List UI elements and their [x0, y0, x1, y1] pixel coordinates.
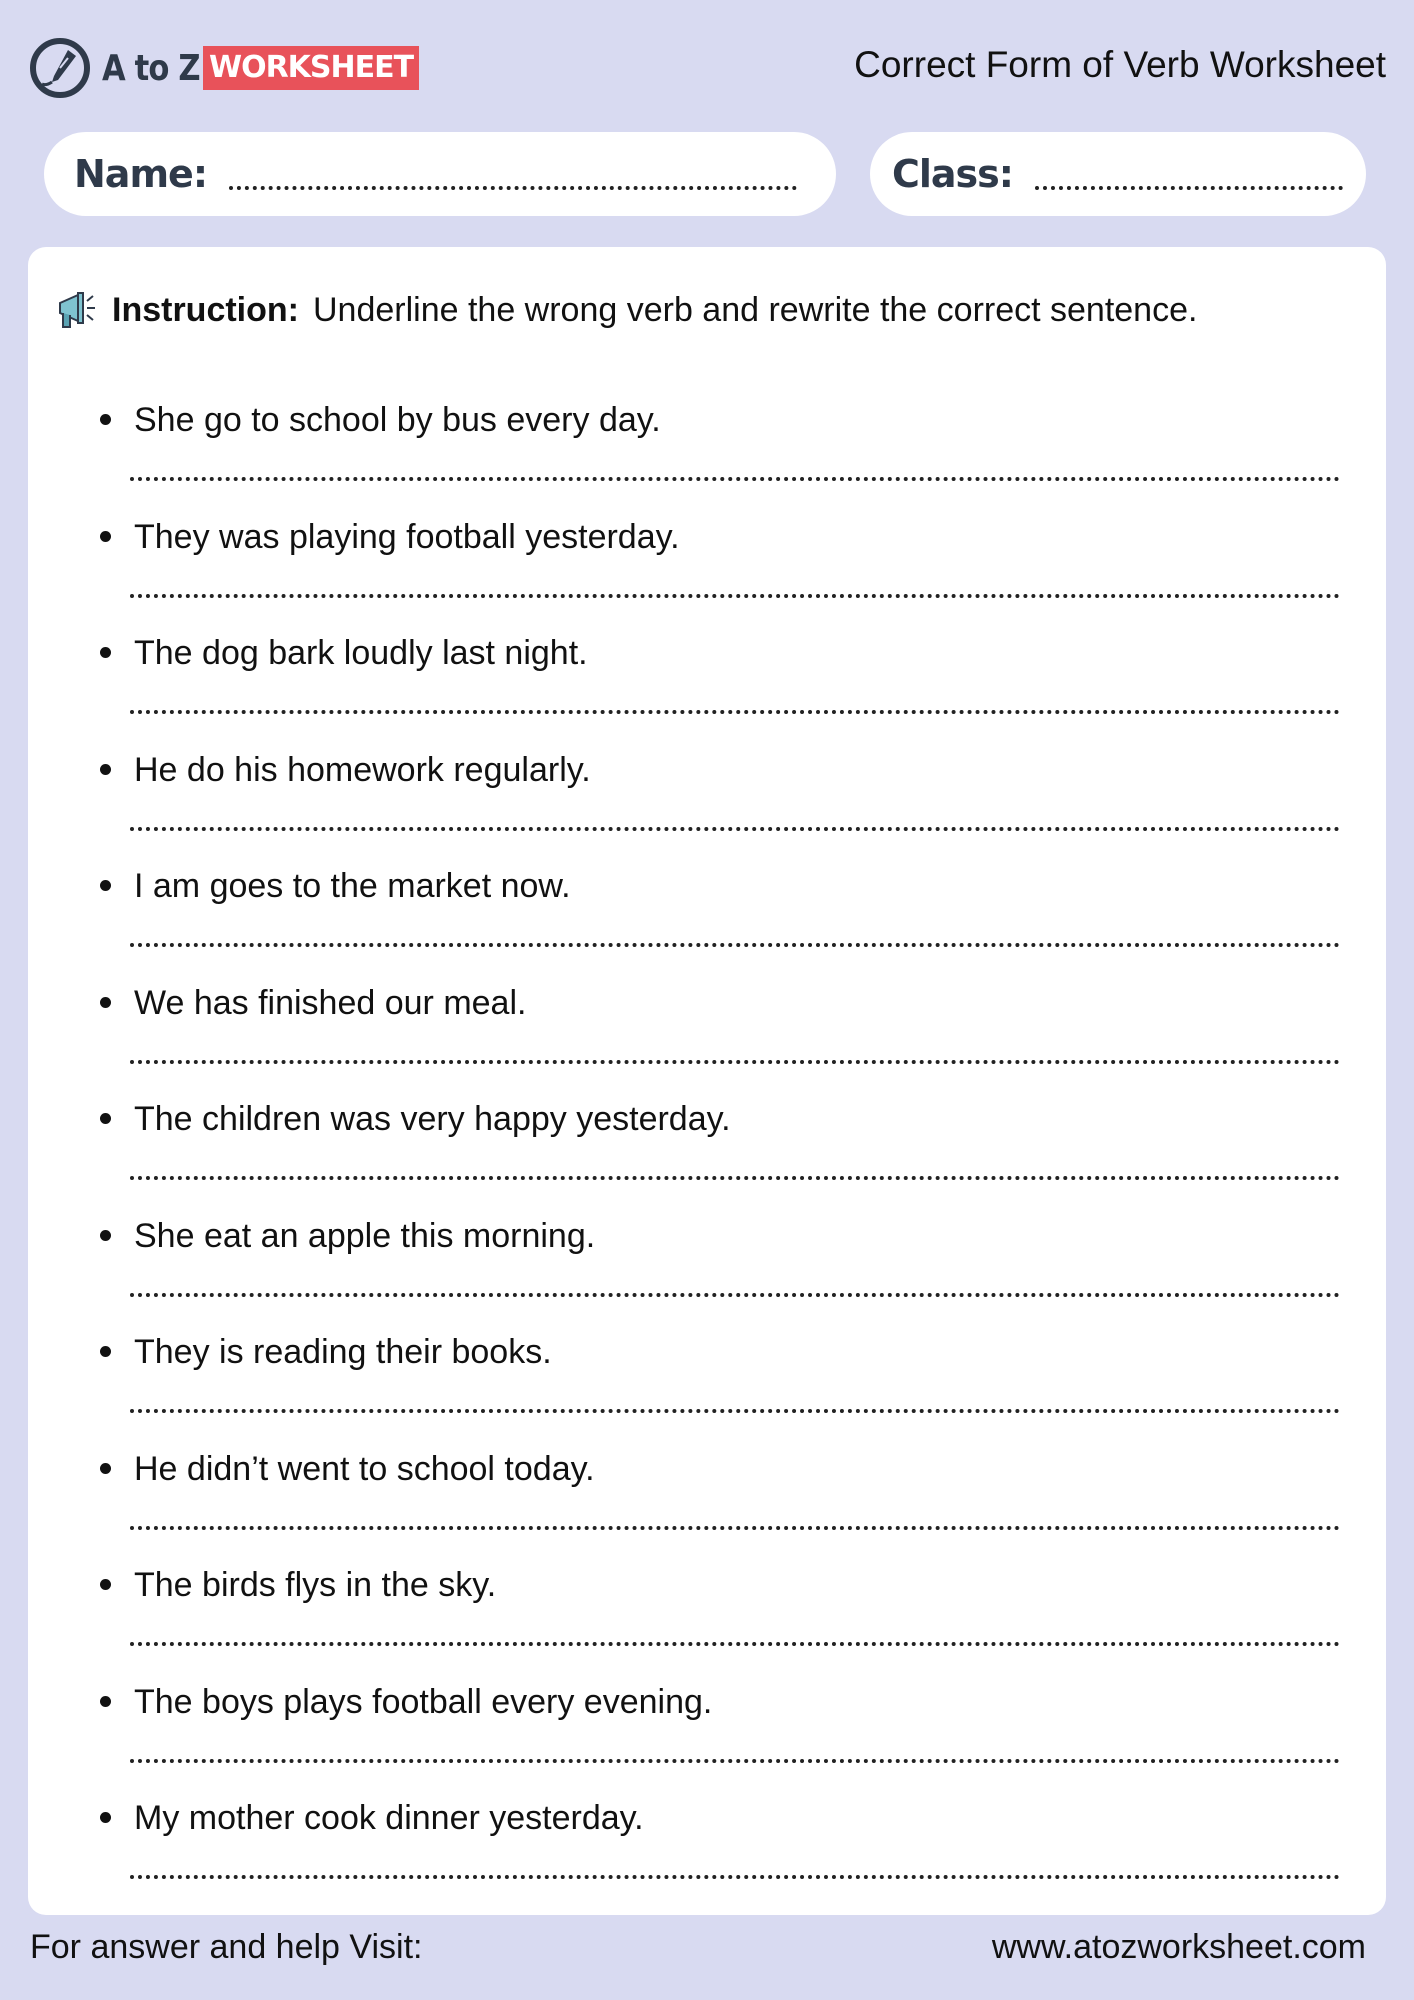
- question-text: The boys plays football every evening.: [134, 1682, 713, 1721]
- instruction-text: Underline the wrong verb and rewrite the correct sentence.: [312, 290, 1198, 329]
- question-item: [100, 1444, 1340, 1561]
- bullet-icon: [100, 414, 111, 425]
- question-text: She go to school by bus every day.: [134, 401, 661, 439]
- answer-line[interactable]: [130, 943, 1340, 947]
- question-text: She eat an apple this morning.: [134, 1216, 596, 1255]
- instruction: [54, 287, 1197, 333]
- question-item: [100, 1560, 1340, 1677]
- instruction-label: Instruction:: [112, 290, 299, 329]
- worksheet-card: [28, 247, 1386, 1915]
- question-text: He didn’t went to school today.: [134, 1449, 595, 1488]
- question-item: [100, 628, 1340, 745]
- question-item: [100, 1094, 1340, 1211]
- question-item: [100, 395, 1340, 512]
- question-item: [100, 1327, 1340, 1444]
- question-text: The dog bark loudly last night.: [134, 634, 588, 672]
- question-text: The birds flys in the sky.: [134, 1566, 497, 1604]
- class-label: Class:: [892, 152, 1013, 196]
- bullet-icon: [100, 1113, 111, 1124]
- bullet-icon: [100, 531, 111, 542]
- logo-badge: WORKSHEET: [203, 46, 419, 90]
- answer-line[interactable]: [130, 594, 1340, 598]
- bullet-icon: [100, 997, 111, 1008]
- name-dotted-line[interactable]: [229, 186, 797, 190]
- answer-line[interactable]: [130, 827, 1340, 831]
- question-text: My mother cook dinner yesterday.: [134, 1799, 644, 1837]
- answer-line[interactable]: [130, 1060, 1340, 1064]
- question-text: I am goes to the market now.: [134, 867, 571, 905]
- footer-website-link[interactable]: www.atozworksheet.com: [991, 1928, 1366, 1966]
- answer-line[interactable]: [130, 1293, 1340, 1297]
- bullet-icon: [100, 647, 111, 658]
- header: [0, 0, 1414, 130]
- question-text: They is reading their books.: [134, 1333, 552, 1371]
- bullet-icon: [100, 764, 111, 775]
- answer-line[interactable]: [130, 1409, 1340, 1413]
- question-item: [100, 512, 1340, 629]
- answer-line[interactable]: [130, 1759, 1340, 1763]
- class-field[interactable]: [870, 132, 1366, 216]
- answer-line[interactable]: [130, 1176, 1340, 1180]
- question-item: [100, 978, 1340, 1095]
- class-dotted-line[interactable]: [1035, 186, 1343, 190]
- bullet-icon: [100, 1812, 111, 1823]
- footer-help-text: For answer and help Visit:: [30, 1928, 423, 1966]
- question-item: [100, 861, 1340, 978]
- question-item: [100, 1211, 1340, 1328]
- answer-line[interactable]: [130, 1875, 1340, 1879]
- answer-line[interactable]: [130, 477, 1340, 481]
- question-text: He do his homework regularly.: [134, 750, 591, 789]
- question-text: The children was very happy yesterday.: [134, 1100, 731, 1138]
- question-item: [100, 1677, 1340, 1794]
- question-text: We has finished our meal.: [134, 983, 527, 1022]
- answer-line[interactable]: [130, 1526, 1340, 1530]
- question-item: [100, 745, 1340, 862]
- answer-line[interactable]: [130, 710, 1340, 714]
- bullet-icon: [100, 1230, 111, 1241]
- bullet-icon: [100, 1463, 111, 1474]
- logo: [30, 38, 419, 98]
- question-item: [100, 1793, 1340, 1910]
- name-label: Name:: [74, 152, 208, 196]
- page-title: Correct Form of Verb Worksheet: [854, 44, 1386, 85]
- answer-line[interactable]: [130, 1642, 1340, 1646]
- bullet-icon: [100, 1579, 111, 1590]
- question-list: [100, 395, 1340, 1910]
- name-field[interactable]: [44, 132, 836, 216]
- logo-text: A to Z: [102, 47, 200, 89]
- pen-nib-logo-icon: [30, 38, 90, 98]
- bullet-icon: [100, 1346, 111, 1357]
- bullet-icon: [100, 880, 111, 891]
- bullet-icon: [100, 1696, 111, 1707]
- question-text: They was playing football yesterday.: [134, 517, 680, 556]
- megaphone-icon: [54, 287, 100, 333]
